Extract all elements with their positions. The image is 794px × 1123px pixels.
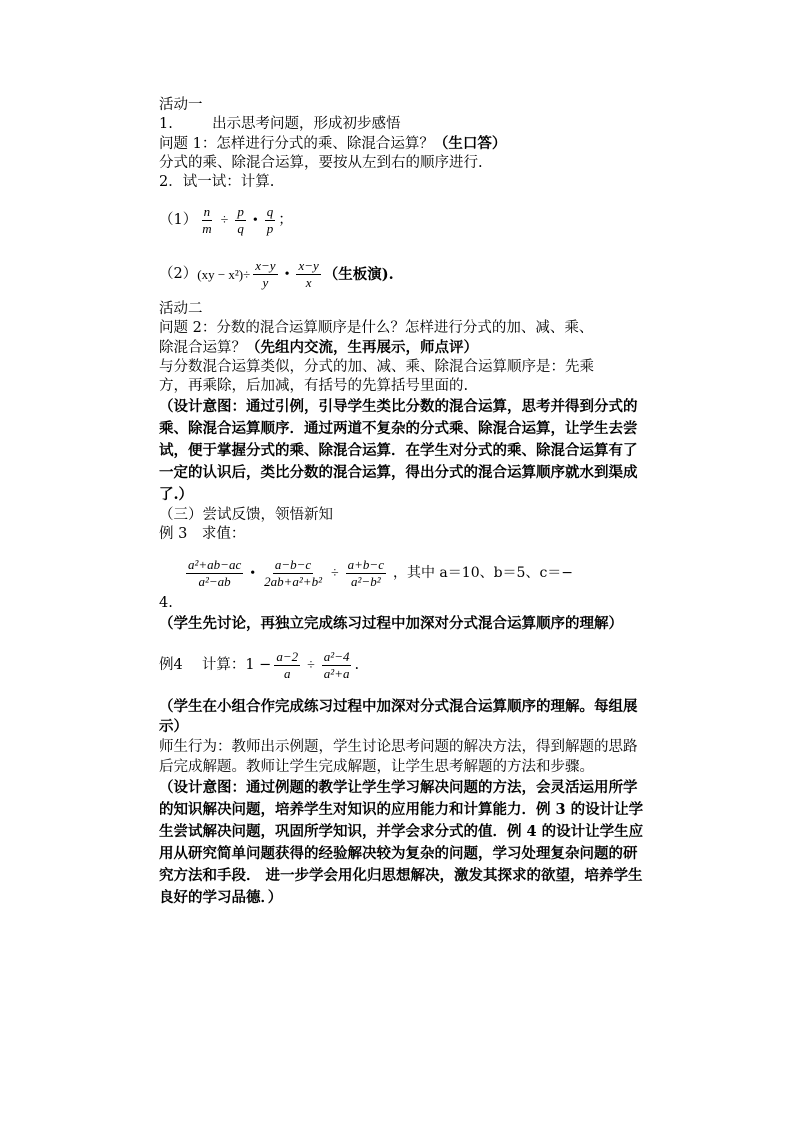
ex4-label: 例4 计算：1 − — [159, 656, 272, 673]
note-4: （学生在小组合作完成练习过程中加深对分式混合运算顺序的理解。每组展示） — [159, 698, 638, 735]
section3-title: （三）尝试反馈，领悟新知 — [159, 507, 333, 523]
example-3-expression — [159, 552, 649, 594]
ex2-expression: (xy − x²)÷ — [197, 266, 251, 282]
ex3-operator-2: ÷ — [330, 565, 339, 581]
rule-text: 分式的乘、除混合运算，要按从左到右的顺序进行. — [159, 155, 483, 171]
ex1-fraction-1: $\frac{n}{m}$ — [202, 203, 212, 236]
ex3-fraction-2: $\frac{a-b-c}{\text{2ab+a²+b²}}$ — [264, 556, 322, 589]
activity2-title: 活动二 — [159, 301, 203, 317]
example-4 — [159, 643, 649, 687]
ex4-operator: ÷ — [307, 657, 315, 673]
ex3-condition-end: 4. — [159, 595, 173, 611]
ex2-end: （生板演). — [323, 265, 394, 283]
design-intent-2: （设计意图：通过例题的教学让学生学习解决问题的方法，会灵活运用所学的知识解决问题，培养学生对知识的应用能力和计算能力．例 3 的设计让学生尝试解决问题，巩固所学知识，并学会求分式的值．例 4 的设计让学生应用从研究简单问题获得的经验解决较为复杂的问题，学习处理复杂问题的研究方法和手段． 进一步学会用化归思想解决，激发其探求的欲望，培养学生良好的学习品德．） — [159, 779, 644, 906]
ex4-fraction-1: $\frac{a-2}{a}$ — [276, 648, 299, 681]
try-text: 2．试一试：计算. — [159, 174, 275, 190]
ex3-operator-1: • — [250, 565, 256, 581]
ex1-operator-1: ÷ — [220, 212, 229, 228]
ex4-end: . — [354, 656, 360, 673]
item1-text: 出示思考问题，形成初步感悟 — [212, 116, 401, 132]
ex1-fraction-2: $\frac{p}{q}$ — [237, 203, 244, 236]
ex3-condition: ，其中 a＝10、b＝5、c＝− — [392, 564, 574, 581]
example3-label: 例 3 求值： — [159, 526, 246, 542]
question1-note: （生口答） — [433, 135, 507, 152]
design-intent-1: （设计意图：通过引例，引导学生类比分数的混合运算，思考并得到分式的乘、除混合运算顺序．通过两道不复杂的分式乘、除混合运算，让学生去尝试，便于掌握分式的乘、除混合运算．在学生对分式的乘、除混合运算有了一定的认识后，类比分数的混合运算，得出分式的混合运算顺序就水到渠成了.） — [159, 398, 638, 503]
exercise-1 — [159, 200, 649, 240]
answer-line2: 方，再乘除，后加减，有括号的先算括号里面的. — [159, 378, 469, 394]
ex1-end: ； — [278, 211, 293, 228]
question1 — [159, 134, 649, 154]
item1 — [159, 115, 649, 134]
ex3-fraction-1: $\frac{\text{a²+ab−ac}}{\text{a²−ab}}$ — [188, 556, 242, 589]
answer-line1: 与分数混合运算类似，分式的加、减、乘、除混合运算顺序是：先乘 — [159, 359, 594, 375]
ex1-fraction-3: $\frac{q}{p}$ — [266, 203, 274, 236]
ex3-fraction-3: $\frac{a+b-c}{\text{a²−b²}}$ — [347, 556, 384, 589]
ex1-operator-2: • — [252, 212, 258, 228]
question2-line2 — [159, 338, 649, 358]
question2-note: （先组内交流，生再展示，师点评） — [246, 339, 478, 356]
exercise-2 — [159, 254, 649, 294]
ex1-label: （1） — [159, 211, 198, 228]
question2-line1: 问题 2：分数的混合运算顺序是什么？怎样进行分式的加、减、乘、 — [159, 320, 594, 336]
activity1-title: 活动一 — [159, 97, 203, 113]
item1-num: 1. — [159, 116, 173, 132]
ex2-fraction-1: $\frac{x-y}{y}$ — [255, 257, 276, 290]
document-body — [159, 96, 649, 909]
ex4-fraction-2: $\frac{\text{a²−4}}{\text{a²+a}}$ — [323, 648, 350, 681]
ex2-fraction-2: $\frac{x-y}{x}$ — [298, 257, 319, 290]
ex2-operator: • — [284, 266, 290, 282]
question2-text: 除混合运算？ — [159, 340, 246, 356]
ex2-label: （2） — [159, 265, 198, 282]
teacher-student-behavior: 师生行为：教师出示例题，学生讨论思考问题的解决方法，得到解题的思路后完成解题。教师让学生完成解题，让学生思考解题的方法和步骤。 — [159, 739, 638, 775]
question1-text: 问题 1：怎样进行分式的乘、除混合运算？ — [159, 136, 434, 152]
note-3: （学生先讨论，再独立完成练习过程中加深对分式混合运算顺序的理解） — [159, 615, 623, 632]
